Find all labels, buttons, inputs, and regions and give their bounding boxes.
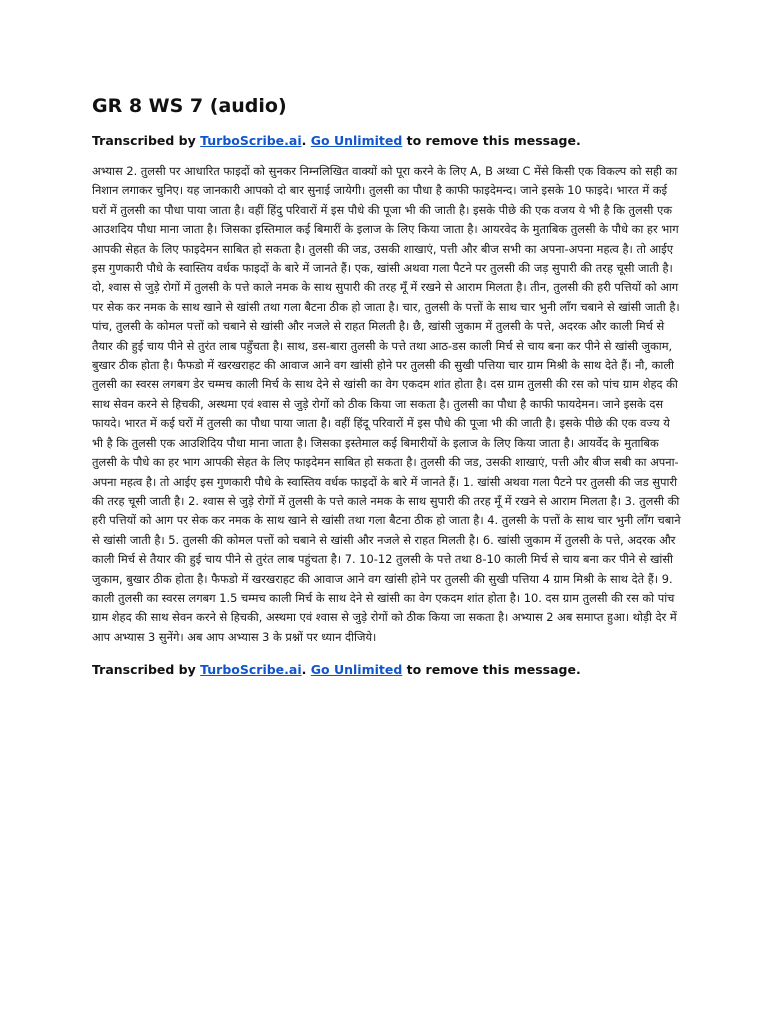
- go-unlimited-link[interactable]: Go Unlimited: [310, 133, 403, 148]
- banner-separator: .: [301, 133, 311, 148]
- banner-prefix: Transcribed by: [92, 662, 201, 678]
- banner-separator: .: [301, 662, 311, 678]
- turboscribe-link[interactable]: TurboScribe.ai: [200, 133, 302, 148]
- banner-prefix: Transcribed by: [92, 133, 201, 148]
- banner-suffix: to remove this message.: [402, 133, 581, 148]
- transcription-banner-top: [92, 132, 682, 150]
- document-title: GR 8 WS 7 (audio): [92, 95, 287, 117]
- transcript-body: अभ्यास 2. तुलसी पर आधारित फाइदों को सुनकर निम्नलिखित वाक्यों को पूरा करने के लिए A, B अथ्वा C मेंसे किसी एक विकल्प को सही का निशान लगाकर चुनिए। यह जानकारी आपको दो बार सुनाई जायेगी। तुलसी का पौधा है काफी फाइदेमन्द। जाने इसके 10 फाइदे। भारत में कई घरों में तुलसी का पौधा पाया जाता है। वहीं हिंदु परिवारों में इस पौधे की पूजा भी की जाती है। इसके पीछे की एक वजय ये भी है कि तुलसी एक आउशदिय पौधा माना जाता है। जिसका इस्तिमाल कई बिमारीं के इलाज के लिए किया जाता है। आयरवेद के मुताबिक तुलसी के पौधे का हर भाग आपकी सेहत के लिए फाइदेमन साबित हो सकता है। तुलसी की जड, उसकी शाखाएं, पत्ती और बीज सभी का अपना-अपना महत्व है। तो आईए इस गुणकारी पौधे के स्वास्तिय वर्धक फाइदों के बारे में जानते हैं। एक, खांसी अथवा गला पैटने पर तुलसी की जड़ सुपारी की तरह चूसी जाती है। दो, श्वास से जुड़े रोगों में तुलसी के पत्ते काले नमक के साथ सुपारी की तरह मूँ में रखने से आराम मिलता है। तीन, तुलसी की हरी पत्तियों को आग पर सेक कर नमक के साथ खाने से खांसी तथा गला बैटना ठीक हो जाता है। चार, तुलसी के पत्तों के साथ चार भुनी लॉंग चबाने से खांसी जाती है। पांच, तुलसी के कोमल पत्तों को चबाने से खांसी और नजले से राहत मिलती है। छै, खांसी जुकाम में तुलसी के पत्ते, अदरक और काली मिर्च से तैयार की हुई चाय पीने से तुरंत लाब पहुँचता है। साथ, डस-बारा तुलसी के पत्ते तथा आठ-डस काली मिर्च से चाय बना कर पीने से खांसी जुकाम, बुखार ठीक होता है। फैफडो में खरखराहट की आवाज आने वग खांसी होने पर तुलसी की सुखी पत्तिया चार ग्राम मिश्री के साथ देते हैं। नौ, काली तुलसी का स्वरस लगबग डेर चम्मच काली मिर्च के साथ देने से खांसी का वेग एकदम शांत होता है। दस ग्राम तुलसी की रस को पांच ग्राम शेहद की साथ सेवन करने से हिचकी, अस्थमा एवं श्वास से जुड़े रोगों को ठीक किया जा सकता है। तुलसी का पौधा है काफी फायदेमन। जाने इसके दस फायदे। भारत में कई घरों में तुलसी का पौधा पाया जाता है। वहीं हिंदू परिवारों में इस पौधे की पूजा भी की जाती है। इसके पीछे की एक वज्य ये भी है कि तुलसी एक आउशिदिय पौधा माना जाता है। जिसका इस्तेमाल कई बिमारीयों के इलाज के लिए किया जाता है। आयर्वेद के मुताबिक तुलसी के पौधे का हर भाग आपकी सेहत के लिए फाइदेमन साबित हो सकता है। तुलसी की जड, उसकी शाखाएं, पत्ती और बीज सबी का अपना-अपना महत्व है। तो आईए इस गुणकारी पौधे के स्वास्तिय वर्धक फाइदों के बारे में जानते हैं। 1. खांसी अथवा गला पैटने पर तुलसी की जड सुपारी की तरह चूसी जाती है। 2. श्वास से जुड़े रोगों में तुलसी के पत्ते काले नमक के साथ सुपारी की तरह मूँ में रखने से आराम मिलता है। 3. तुलसी की हरी पत्तियों को आग पर सेक कर नमक के साथ खाने से खांसी तथा गला बैटना ठीक हो जाता है। 4. तुलसी के पत्तों के साथ चार भुनी लॉंग चबाने से खांसी जाती है। 5. तुलसी की कोमल पत्तों को चबाने से खांसी और नजले से राहत मिलती है। 6. खांसी जुकाम में तुलसी के पत्ते, अदरक और काली मिर्च से तैयार की हुई चाय पीने से तुरंत लाब पहुंचता है। 7. 10-12 तुलसी के पत्ते तथा 8-10 काली मिर्च से चाय बना कर पीने से खांसी जुकाम, बुखार ठीक होता है। फैफडो में खरखराहट की आवाज आने वग खांसी होने पर तुलसी की सुखी पत्तिया 4 ग्राम मिश्री के साथ देते हैं। 9. काली तुलसी का स्वरस लगबग 1.5 चम्मच काली मिर्च के साथ देने से खांसी का वेग एकदम शांत होता है। 10. दस ग्राम तुलसी की रस को पांच ग्राम शेहद की साथ सेवन करने से हिचकी, अस्थमा एवं श्वास से जुड़े रोगों को ठीक किया जा सकता है। अभ्यास 2 अब समाप्त हुआ। थोड़ी देर में आप अभ्यास 3 सुनेंगे। अब आप अभ्यास 3 के प्रश्नों पर ध्यान दीजिये।: [92, 164, 681, 644]
- banner-suffix: to remove this message.: [402, 662, 581, 678]
- transcription-banner-bottom: [92, 661, 682, 679]
- document-page: [92, 94, 682, 679]
- turboscribe-link[interactable]: TurboScribe.ai: [200, 662, 302, 678]
- go-unlimited-link[interactable]: Go Unlimited: [310, 662, 403, 678]
